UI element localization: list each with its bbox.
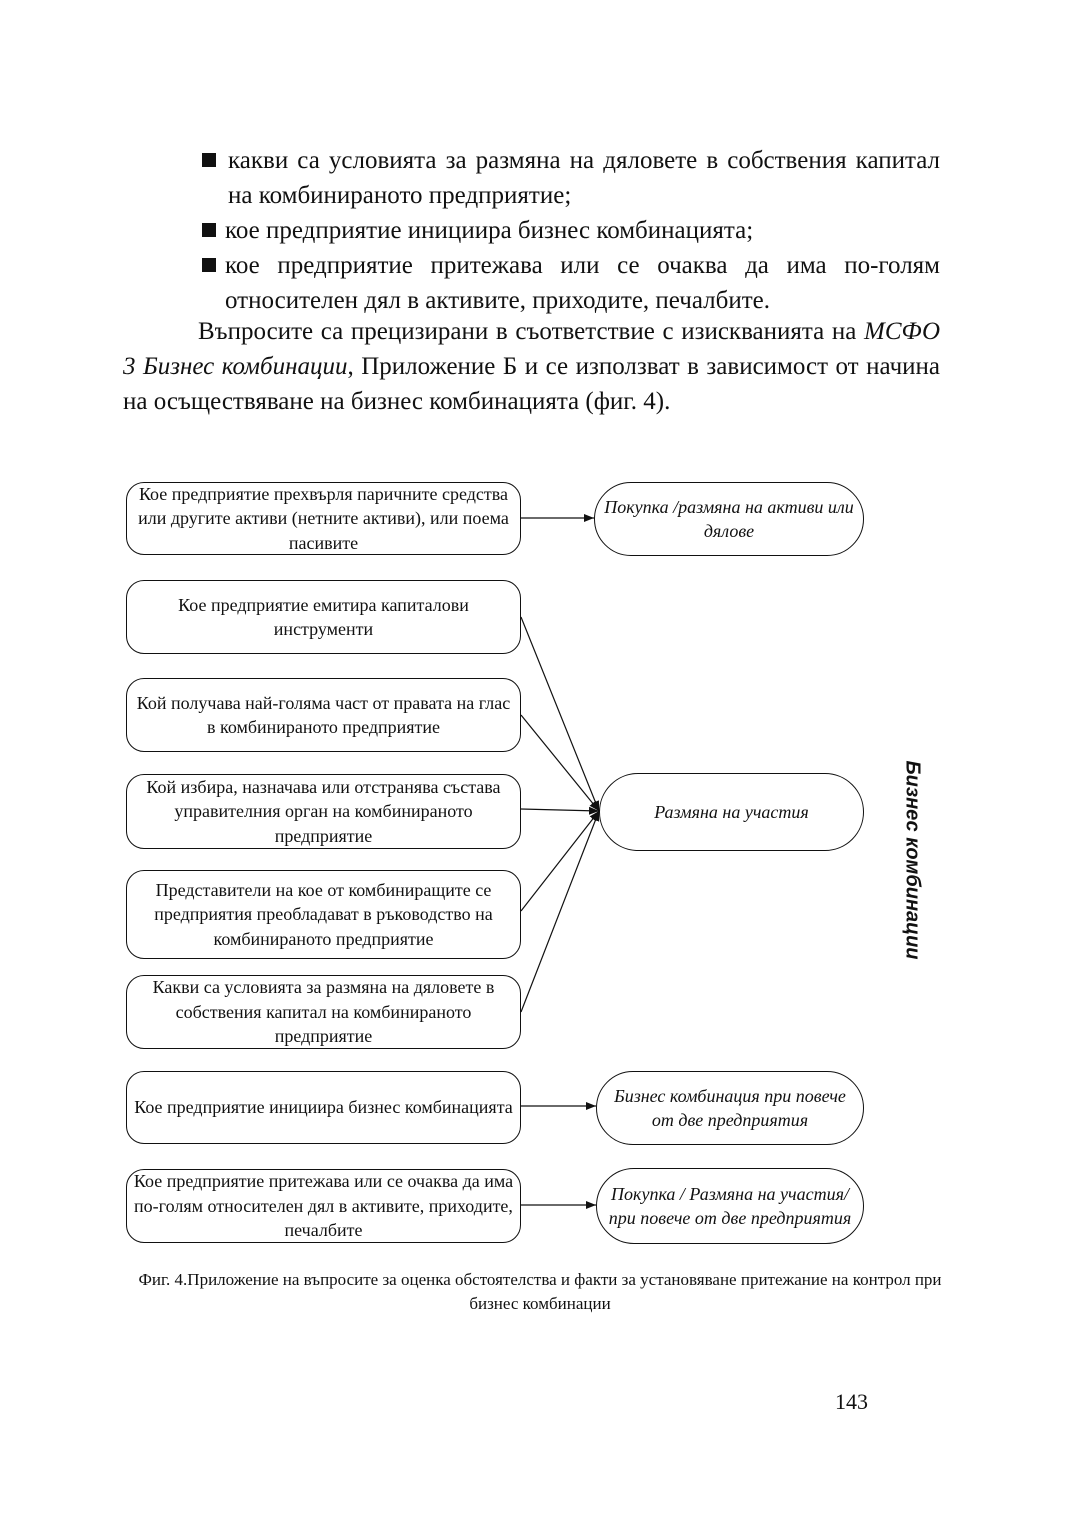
question-box: Представители на кое от комбиниращите се предприятия преобладават в ръководство на комбинираното предприятие xyxy=(126,870,521,959)
arrow-q2-to-exchange xyxy=(521,617,599,811)
standard-title: МСФО 3 Бизнес комбинации xyxy=(123,318,940,380)
bullet-item: кое предприятие инициира бизнес комбинацията; xyxy=(198,213,940,248)
figure-caption: Фиг. 4.Приложение на въпросите за оценка обстоятелства и факти за установяване притежание на контрол при бизнес комбинации xyxy=(138,1270,942,1313)
bullet-item: кое предприятие притежава или се очаква да има по-голям относителен дял в активите, приходите, печалбите. xyxy=(198,248,940,318)
question-box: Кое предприятие инициира бизнес комбинацията xyxy=(126,1071,521,1144)
arrow-q6-to-exchange xyxy=(521,811,599,1012)
question-box: Какви са условията за размяна на дяловете в собствения капитал на комбинираното предприятие xyxy=(126,975,521,1049)
question-box: Кое предприятие емитира капиталови инструменти xyxy=(126,580,521,654)
question-box: Кой избира, назначава или отстранява състава управителния орган на комбинираното предприятие xyxy=(126,774,521,849)
question-box: Кой получава най-голяма част от правата на глас в комбинираното предприятие xyxy=(126,678,521,752)
outcome-box: Покупка /размяна на активи или дялове xyxy=(594,482,864,556)
question-box: Кое предприятие притежава или се очаква да има по-голям относителен дял в активите, приходите, печалбите xyxy=(126,1169,521,1243)
arrow-q3-to-exchange xyxy=(521,715,599,811)
outcome-box: Покупка / Размяна на участия/ при повече от две предприятия xyxy=(596,1168,864,1244)
arrow-q4-to-exchange xyxy=(521,809,599,811)
body-paragraph: Въпросите са прецизирани в съответствие с изискванията на МСФО 3 Бизнес комбинации, Приложение Б и се използват в зависимост от начина на осъществяване на бизнес комбинацията (фиг. 4). xyxy=(123,318,940,415)
outcome-box: Размяна на участия xyxy=(599,773,864,851)
page-number: 143 xyxy=(835,1389,868,1414)
arrow-q5-to-exchange xyxy=(521,811,599,911)
side-label: Бизнес комбинации xyxy=(901,760,924,960)
outcome-box: Бизнес комбинация при повече от две предприятия xyxy=(596,1071,864,1145)
question-box: Кое предприятие прехвърля паричните средства или другите активи (нетните активи), или поема пасивите xyxy=(126,482,521,555)
bullet-item: какви са условията за размяна на дяловете в собствения капитал на комбинираното предприятие; xyxy=(198,143,940,213)
